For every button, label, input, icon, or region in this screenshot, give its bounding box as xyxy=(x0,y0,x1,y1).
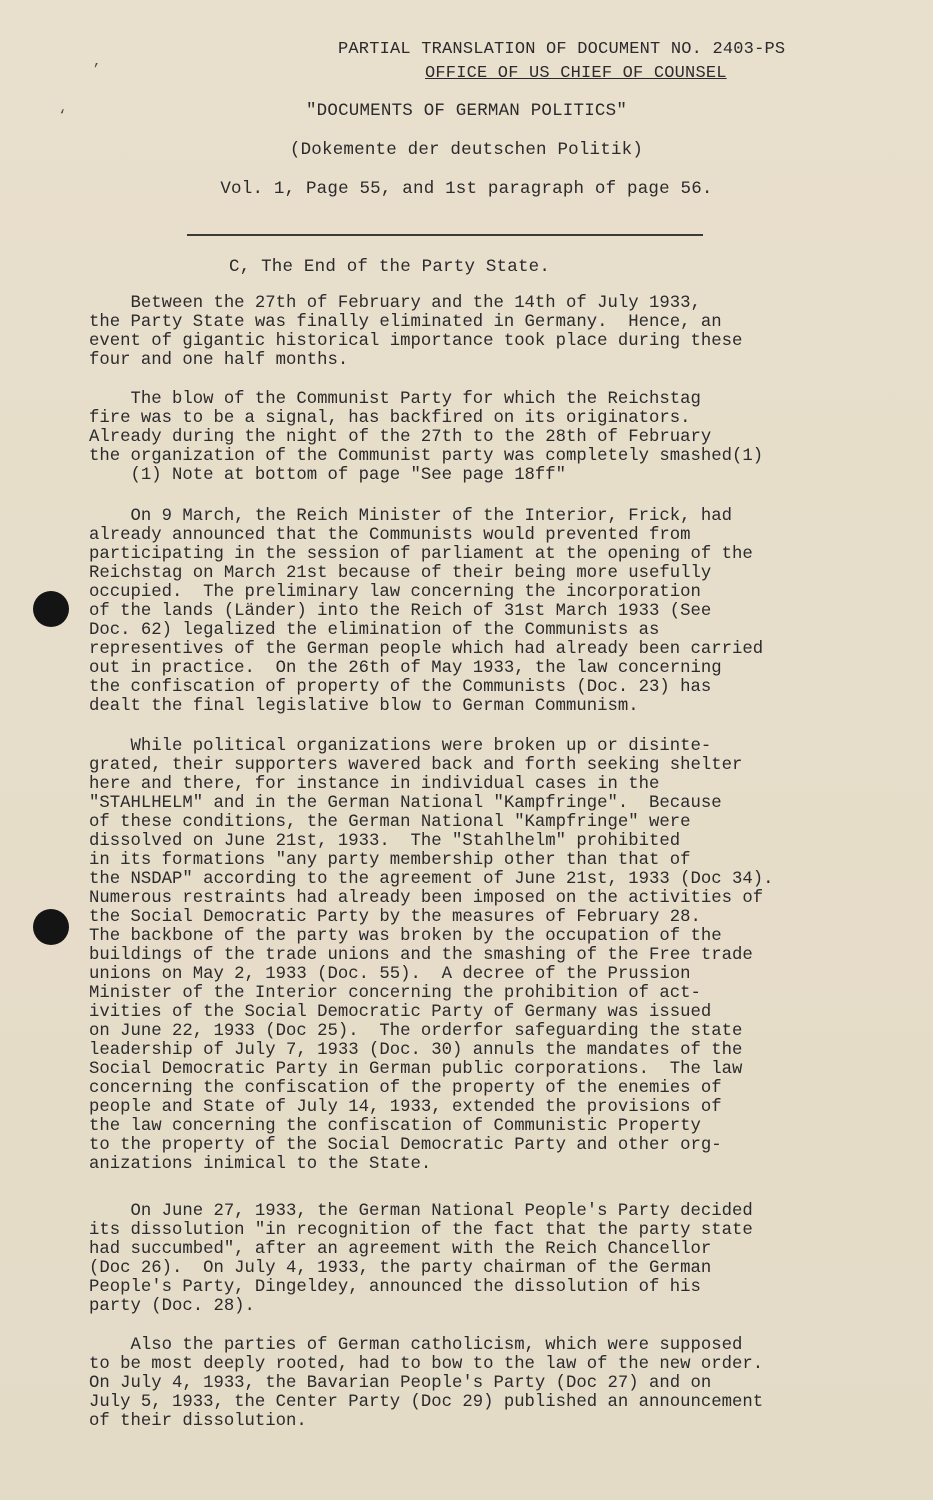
text-line: people and State of July 14, 1933, extended the provisions of xyxy=(89,1098,722,1117)
text-line: out in practice. On the 26th of May 1933, the law concerning xyxy=(89,659,722,678)
text-line: of the lands (Länder) into the Reich of 31st March 1933 (See xyxy=(89,602,712,621)
text-line: leadership of July 7, 1933 (Doc. 30) annuls the mandates of the xyxy=(89,1041,743,1060)
text-line: "STAHLHELM" and in the German National "Kampfringe". Because xyxy=(89,794,722,813)
text-line: On June 27, 1933, the German National People's Party decided xyxy=(89,1202,753,1221)
text-line: Also the parties of German catholicism, which were supposed xyxy=(89,1336,743,1355)
text-line: While political organizations were broken up or disinte- xyxy=(89,737,712,756)
text-line: Minister of the Interior concerning the prohibition of act- xyxy=(89,984,701,1003)
text-line: already announced that the Communists would prevented from xyxy=(89,526,691,545)
margin-tick-mark: ‘ xyxy=(58,108,67,124)
text-line: here and there, for instance in individual cases in the xyxy=(89,775,660,794)
text-line: representives of the German people which had already been carried xyxy=(89,640,764,659)
text-line: on June 22, 1933 (Doc 25). The orderfor safeguarding the state xyxy=(89,1022,743,1041)
text-line: the law concerning the confiscation of Communistic Property xyxy=(89,1117,701,1136)
text-line: four and one half months. xyxy=(89,351,349,370)
section-heading: C, The End of the Party State. xyxy=(229,257,551,277)
text-line: The backbone of the party was broken by the occupation of the xyxy=(89,927,722,946)
document-german-title: (Dokemente der deutschen Politik) xyxy=(289,140,644,160)
paragraph xyxy=(89,737,773,1174)
text-line: of these conditions, the German National "Kampfringe" were xyxy=(89,813,691,832)
margin-tick-mark: ’ xyxy=(92,62,101,78)
text-line: buildings of the trade unions and the smashing of the Free trade xyxy=(89,946,753,965)
text-line: Already during the night of the 27th to the 28th of February xyxy=(89,428,712,447)
office-line: OFFICE OF US CHIEF OF COUNSEL xyxy=(425,64,727,83)
text-line: grated, their supporters wavered back and forth seeking shelter xyxy=(89,756,743,775)
page-reference: Vol. 1, Page 55, and 1st paragraph of page 56. xyxy=(220,179,713,199)
text-line: unions on May 2, 1933 (Doc. 55). A decree of the Prussion xyxy=(89,965,691,984)
text-line: the Social Democratic Party by the measures of February 28. xyxy=(89,908,701,927)
text-line: Doc. 62) legalized the elimination of the Communists as xyxy=(89,621,660,640)
document-title: "DOCUMENTS OF GERMAN POLITICS" xyxy=(305,101,628,121)
paragraph xyxy=(89,1336,763,1431)
text-line: Numerous restraints had already been imposed on the activities of xyxy=(89,889,764,908)
text-line: (1) Note at bottom of page "See page 18ff" xyxy=(89,466,567,485)
text-line: July 5, 1933, the Center Party (Doc 29) published an announcement xyxy=(89,1393,764,1412)
text-line: The blow of the Communist Party for which the Reichstag xyxy=(89,390,701,409)
text-line: the organization of the Communist party was completely smashed(1) xyxy=(89,447,764,466)
text-line: concerning the confiscation of the property of the enemies of xyxy=(89,1079,722,1098)
text-line: to the property of the Social Democratic Party and other org- xyxy=(89,1136,722,1155)
paragraph xyxy=(89,294,742,370)
paragraph xyxy=(89,1202,753,1316)
text-line: in its formations "any party membership other than that of xyxy=(89,851,691,870)
text-line: People's Party, Dingeldey, announced the dissolution of his xyxy=(89,1278,701,1297)
horizontal-rule xyxy=(187,234,703,236)
text-line: dealt the final legislative blow to German Communism. xyxy=(89,697,639,716)
text-line: (Doc 26). On July 4, 1933, the party chairman of the German xyxy=(89,1259,712,1278)
text-line: had succumbed", after an agreement with the Reich Chancellor xyxy=(89,1240,712,1259)
text-line: anizations inimical to the State. xyxy=(89,1155,432,1174)
text-line: participating in the session of parliament at the opening of the xyxy=(89,545,753,564)
text-line: Between the 27th of February and the 14th of July 1933, xyxy=(89,294,701,313)
text-line: Reichstag on March 21st because of their being more usefully xyxy=(89,564,712,583)
text-line: event of gigantic historical importance took place during these xyxy=(89,332,743,351)
text-line: On July 4, 1933, the Bavarian People's Party (Doc 27) and on xyxy=(89,1374,712,1393)
text-line: ivities of the Social Democratic Party of Germany was issued xyxy=(89,1003,712,1022)
text-line: On 9 March, the Reich Minister of the Interior, Frick, had xyxy=(89,507,732,526)
text-line: the NSDAP" according to the agreement of June 21st, 1933 (Doc 34). xyxy=(89,870,774,889)
text-line: Social Democratic Party in German public corporations. The law xyxy=(89,1060,743,1079)
text-line: of their dissolution. xyxy=(89,1412,307,1431)
text-line: party (Doc. 28). xyxy=(89,1297,255,1316)
text-line: to be most deeply rooted, had to bow to the law of the new order. xyxy=(89,1355,764,1374)
punch-hole xyxy=(33,909,69,945)
paragraph xyxy=(89,507,763,716)
text-line: the Party State was finally eliminated in Germany. Hence, an xyxy=(89,313,722,332)
text-line: occupied. The preliminary law concerning the incorporation xyxy=(89,583,701,602)
text-line: fire was to be a signal, has backfired on its originators. xyxy=(89,409,691,428)
punch-hole xyxy=(33,591,69,627)
paragraph xyxy=(89,390,763,485)
text-line: its dissolution "in recognition of the fact that the party state xyxy=(89,1221,753,1240)
text-line: dissolved on June 21st, 1933. The "Stahlhelm" prohibited xyxy=(89,832,681,851)
text-line: the confiscation of property of the Communists (Doc. 23) has xyxy=(89,678,712,697)
document-number-line: PARTIAL TRANSLATION OF DOCUMENT NO. 2403-PS xyxy=(338,40,786,59)
